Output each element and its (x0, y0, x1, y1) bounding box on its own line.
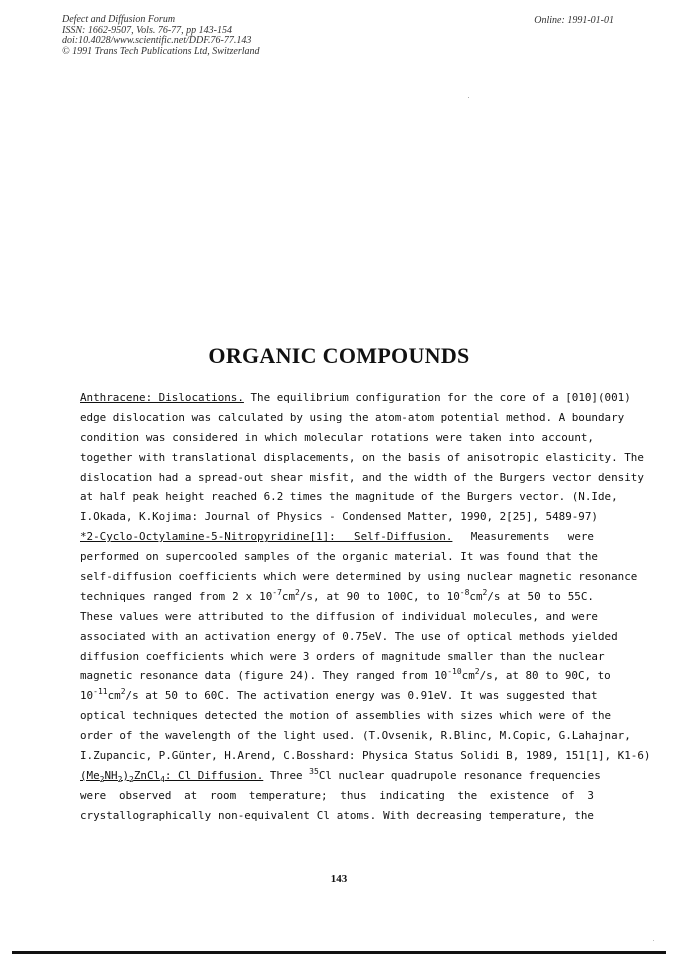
text-line: associated with an activation energy of 0.75eV. The use of optical methods yielded (80, 629, 618, 643)
text-line: at half peak height reached 6.2 times the magnitude of the Burgers vector. (N.Ide, (80, 490, 618, 504)
page-number: 143 (330, 873, 348, 885)
section-title: ORGANIC COMPOUNDS (208, 343, 470, 368)
text-line: edge dislocation was calculated by using the atom-atom potential method. A boundary (80, 410, 625, 424)
text-line: diffusion coefficients which were 3 orders of magnitude smaller than the nuclear (80, 649, 605, 663)
text-line: techniques ranged from 2 x $10^{-7}cm^2/s$, at 90 to 100C, to $10^{-8}cm^2/s$ at 50 to 55C. (80, 587, 594, 603)
text-line: $(Me_2NH_2)_2ZnCl_4$: Cl Diffusion. Three $^{35}$Cl nuclear quadrupole resonance frequencies (80, 766, 601, 784)
entry-heading: *2-Cyclo-Octylamine-5-Nitropyridine[1]: Self-Diffusion. (80, 530, 453, 544)
text-line: self-diffusion coefficients which were determined by using nuclear magnetic resonance (80, 570, 638, 584)
text-line: condition was considered in which molecular rotations were taken into account, (80, 430, 594, 444)
journal-name: Defect and Diffusion Forum (62, 14, 176, 25)
text-line: performed on supercooled samples of the organic material. It was found that the (80, 550, 598, 564)
footer-rule (12, 951, 666, 954)
entry-heading: Anthracene: Dislocations. (80, 391, 244, 404)
text-line: I.Okada, K.Kojima: Journal of Physics - Condensed Matter, 1990, 2[25], 5489-97) (80, 510, 598, 524)
issn-line: ISSN: 1662-9507, Vols. 76-77, pp 143-154 (62, 24, 232, 36)
copyright-line: © 1991 Trans Tech Publications Ltd, Switzerland (62, 45, 260, 57)
text-line: *2-Cyclo-Octylamine-5-Nitropyridine[1]: Self-Diffusion. Measurements were (80, 530, 594, 544)
online-date: Online: 1991-01-01 (534, 15, 614, 26)
scan-speck (653, 940, 654, 941)
text-line: dislocation had a spread-out shear misfit, and the width of the Burgers vector density (80, 470, 644, 484)
scan-speck (468, 97, 469, 98)
text-line: crystallographically non-equivalent Cl atoms. With decreasing temperature, the (80, 808, 594, 822)
text-line: were observed at room temperature; thus indicating the existence of 3 (80, 788, 594, 802)
text-line: together with translational displacements, on the basis of anisotropic elasticity. The (80, 450, 644, 464)
text-line: Anthracene: Dislocations. The equilibrium configuration for the core of a [010](001) (80, 391, 631, 404)
article-header (62, 15, 260, 57)
text-line: These values were attributed to the diffusion of individual molecules, and were (80, 609, 598, 623)
doi-link[interactable]: doi:10.4028/www.scientific.net/DDF.76-77.143 (62, 35, 252, 46)
text-line: magnetic resonance data (figure 24). They ranged from $10^{-10}cm^2/s$, at 80 to 90C, to (80, 667, 611, 683)
text-line: optical techniques detected the motion of assemblies with sizes which were of the (80, 709, 612, 723)
text-line: $10^{-11}cm^2/s$ at 50 to 60C. The activation energy was 0.91eV. It was suggested that (80, 687, 598, 703)
entry-heading: $(Me_2NH_2)_2ZnCl_4$: Cl Diffusion. (80, 768, 264, 784)
body-text (80, 388, 651, 826)
text-line: I.Zupancic, P.Günter, H.Arend, C.Bosshard: Physica Status Solidi B, 1989, 151[1], K1-6) (80, 749, 651, 763)
text-line: order of the wavelength of the light used. (T.Ovsenik, R.Blinc, M.Copic, G.Lahajnar, (80, 729, 631, 743)
